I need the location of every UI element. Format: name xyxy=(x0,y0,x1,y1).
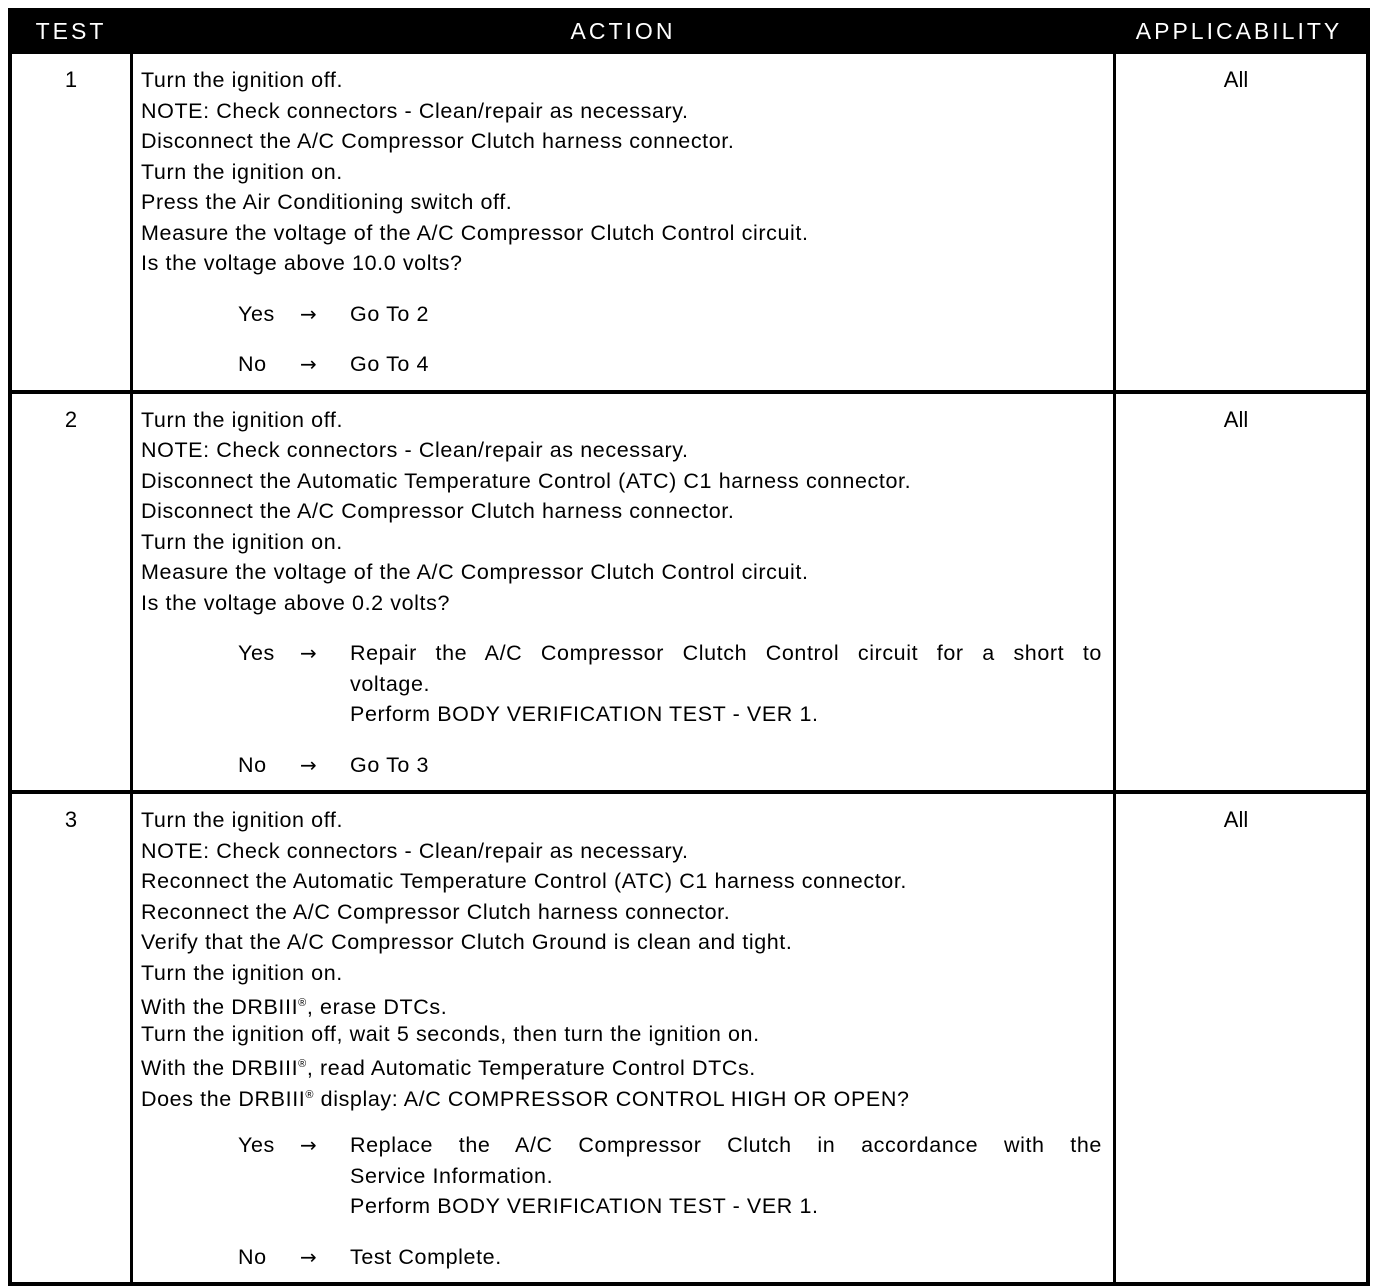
arrow-right-icon: → xyxy=(300,641,318,665)
no-branch xyxy=(141,750,1105,781)
action-step: Measure the voltage of the A/C Compressor Clutch Control circuit. xyxy=(141,560,809,584)
result-line: Go To 3 xyxy=(350,752,430,777)
no-label: No xyxy=(238,752,267,777)
action-step: Is the voltage above 10.0 volts? xyxy=(141,251,463,275)
test-number: 1 xyxy=(64,67,78,92)
action-step: With the DRBIII®, erase DTCs. xyxy=(141,995,448,1019)
action-cell xyxy=(130,54,1116,390)
yes-label: Yes xyxy=(238,641,275,665)
header-action: ACTION xyxy=(570,17,676,44)
arrow-right-icon: → xyxy=(300,352,318,376)
arrow-right-icon: → xyxy=(300,752,318,777)
action-step: Disconnect the Automatic Temperature Control (ATC) C1 harness connector. xyxy=(141,468,912,493)
action-step: NOTE: Check connectors - Clean/repair as necessary. xyxy=(141,438,689,462)
result-line: Go To 2 xyxy=(350,301,430,326)
action-step: NOTE: Check connectors - Clean/repair as necessary. xyxy=(141,98,689,123)
action-step: Disconnect the A/C Compressor Clutch harness connector. xyxy=(141,499,735,523)
result-line: Perform BODY VERIFICATION TEST - VER 1. xyxy=(350,702,819,726)
arrow-right-icon: → xyxy=(300,1244,318,1269)
result-line: Replace the A/C Compressor Clutch in accordance with the xyxy=(350,1133,1102,1157)
action-step: Turn the ignition off. xyxy=(141,407,344,432)
table-row xyxy=(12,790,1366,1282)
action-step: Measure the voltage of the A/C Compressor Clutch Control circuit. xyxy=(141,220,809,245)
action-step: NOTE: Check connectors - Clean/repair as necessary. xyxy=(141,838,689,863)
action-step: Is the voltage above 0.2 volts? xyxy=(141,590,451,615)
applicability: All xyxy=(1223,807,1249,832)
action-cell xyxy=(130,394,1116,791)
applicability: All xyxy=(1223,67,1249,92)
result-line: voltage. xyxy=(350,671,431,696)
no-branch xyxy=(141,1242,1105,1273)
table-row xyxy=(12,50,1366,390)
action-step: Turn the ignition off. xyxy=(141,808,344,832)
action-step: Turn the ignition on. xyxy=(141,960,343,985)
action-step: With the DRBIII®, read Automatic Temperature Control DTCs. xyxy=(141,1056,756,1080)
action-step: Turn the ignition on. xyxy=(141,159,343,184)
test-number: 2 xyxy=(64,406,78,432)
result-line: Perform BODY VERIFICATION TEST - VER 1. xyxy=(350,1194,819,1218)
header-applicability: APPLICABILITY xyxy=(1135,17,1343,44)
table-row xyxy=(12,390,1366,791)
action-step: Turn the ignition off. xyxy=(141,68,344,92)
no-branch xyxy=(141,349,1105,380)
table-header xyxy=(12,12,1366,50)
result-line: Test Complete. xyxy=(350,1244,502,1269)
yes-branch xyxy=(141,1130,1105,1222)
yes-result xyxy=(350,1130,1102,1222)
action-cell xyxy=(130,794,1116,1282)
result-line: Service Information. xyxy=(350,1163,554,1188)
yes-label: Yes xyxy=(238,301,275,326)
no-result xyxy=(350,1242,1102,1273)
action-step: Turn the ignition off, wait 5 seconds, then turn the ignition on. xyxy=(141,1021,760,1046)
arrow-right-icon: → xyxy=(300,1133,318,1157)
test-number: 3 xyxy=(64,807,78,832)
yes-branch xyxy=(141,299,1105,330)
result-line: Repair the A/C Compressor Clutch Control circuit for a short to xyxy=(350,641,1102,665)
action-step: Reconnect the A/C Compressor Clutch harness connector. xyxy=(141,899,731,924)
diagnostic-test-table xyxy=(8,8,1370,1286)
yes-result xyxy=(350,638,1102,730)
action-step: Verify that the A/C Compressor Clutch Ground is clean and tight. xyxy=(141,930,793,954)
arrow-right-icon: → xyxy=(300,301,318,326)
action-step: Turn the ignition on. xyxy=(141,529,343,554)
applicability: All xyxy=(1223,406,1249,432)
action-step: Disconnect the A/C Compressor Clutch harness connector. xyxy=(141,129,735,153)
no-result xyxy=(350,349,1102,380)
yes-result xyxy=(350,299,1102,330)
yes-label: Yes xyxy=(238,1133,275,1157)
action-step: Reconnect the Automatic Temperature Control (ATC) C1 harness connector. xyxy=(141,869,907,893)
result-line: Go To 4 xyxy=(350,352,430,376)
no-result xyxy=(350,750,1102,781)
action-step: Press the Air Conditioning switch off. xyxy=(141,190,513,214)
yes-branch xyxy=(141,638,1105,730)
header-test: TEST xyxy=(35,17,107,44)
no-label: No xyxy=(238,1244,267,1269)
action-step: Does the DRBIII® display: A/C COMPRESSOR CONTROL HIGH OR OPEN? xyxy=(141,1086,910,1111)
no-label: No xyxy=(238,352,267,376)
